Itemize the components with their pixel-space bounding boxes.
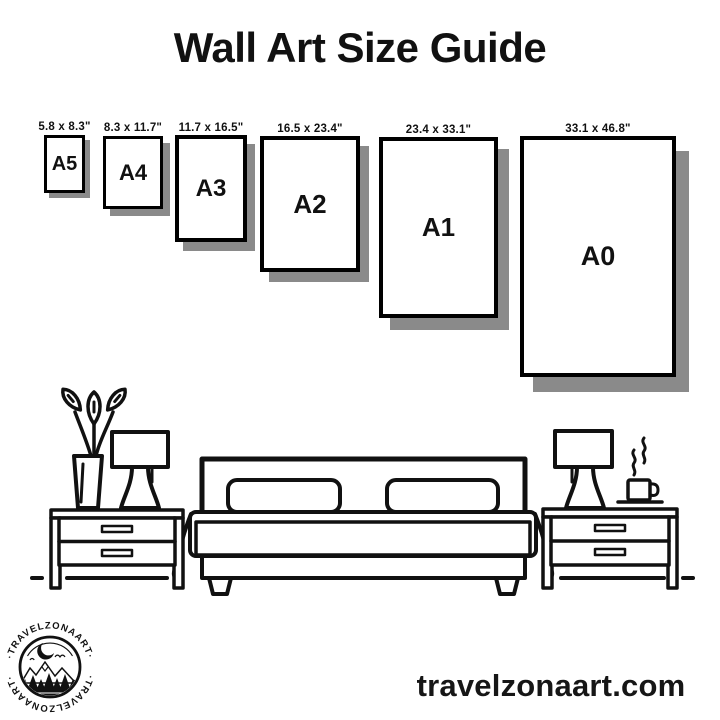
bedroom-illustration (25, 380, 695, 600)
size-label: 23.4 x 33.1" (405, 124, 472, 136)
size-name: A2 (293, 188, 327, 219)
logo-arc-text-bottom: ·TRAVELZONAART· (4, 673, 96, 714)
bed-icon (174, 459, 552, 594)
size-name: A5 (51, 152, 78, 175)
table-lamp-icon (112, 432, 168, 508)
size-label: 11.7 x 16.5" (178, 122, 244, 134)
brand-logo-badge (2, 619, 98, 715)
size-name: A1 (421, 212, 456, 242)
logo-arc-text-top: ·TRAVELZONAART· (4, 620, 96, 661)
coffee-cup-icon (618, 438, 662, 502)
size-label: 16.5 x 23.4" (277, 123, 343, 135)
size-name: A4 (118, 159, 148, 185)
size-frame-a3 (175, 122, 247, 242)
size-frame-a1 (379, 124, 498, 318)
size-label: 5.8 x 8.3" (38, 121, 91, 133)
size-label: 8.3 x 11.7" (103, 122, 163, 134)
size-frame-a5 (38, 121, 91, 193)
size-label: 33.1 x 46.8" (565, 123, 631, 135)
size-frame-a2 (260, 123, 360, 272)
website-text: travelzonaart.com (416, 668, 686, 703)
size-name: A0 (580, 241, 616, 271)
size-frame-a4 (103, 122, 163, 209)
page-title: Wall Art Size Guide (173, 24, 547, 71)
size-name: A3 (195, 174, 227, 202)
size-frame-a0 (520, 123, 676, 377)
table-lamp-icon (555, 431, 612, 508)
